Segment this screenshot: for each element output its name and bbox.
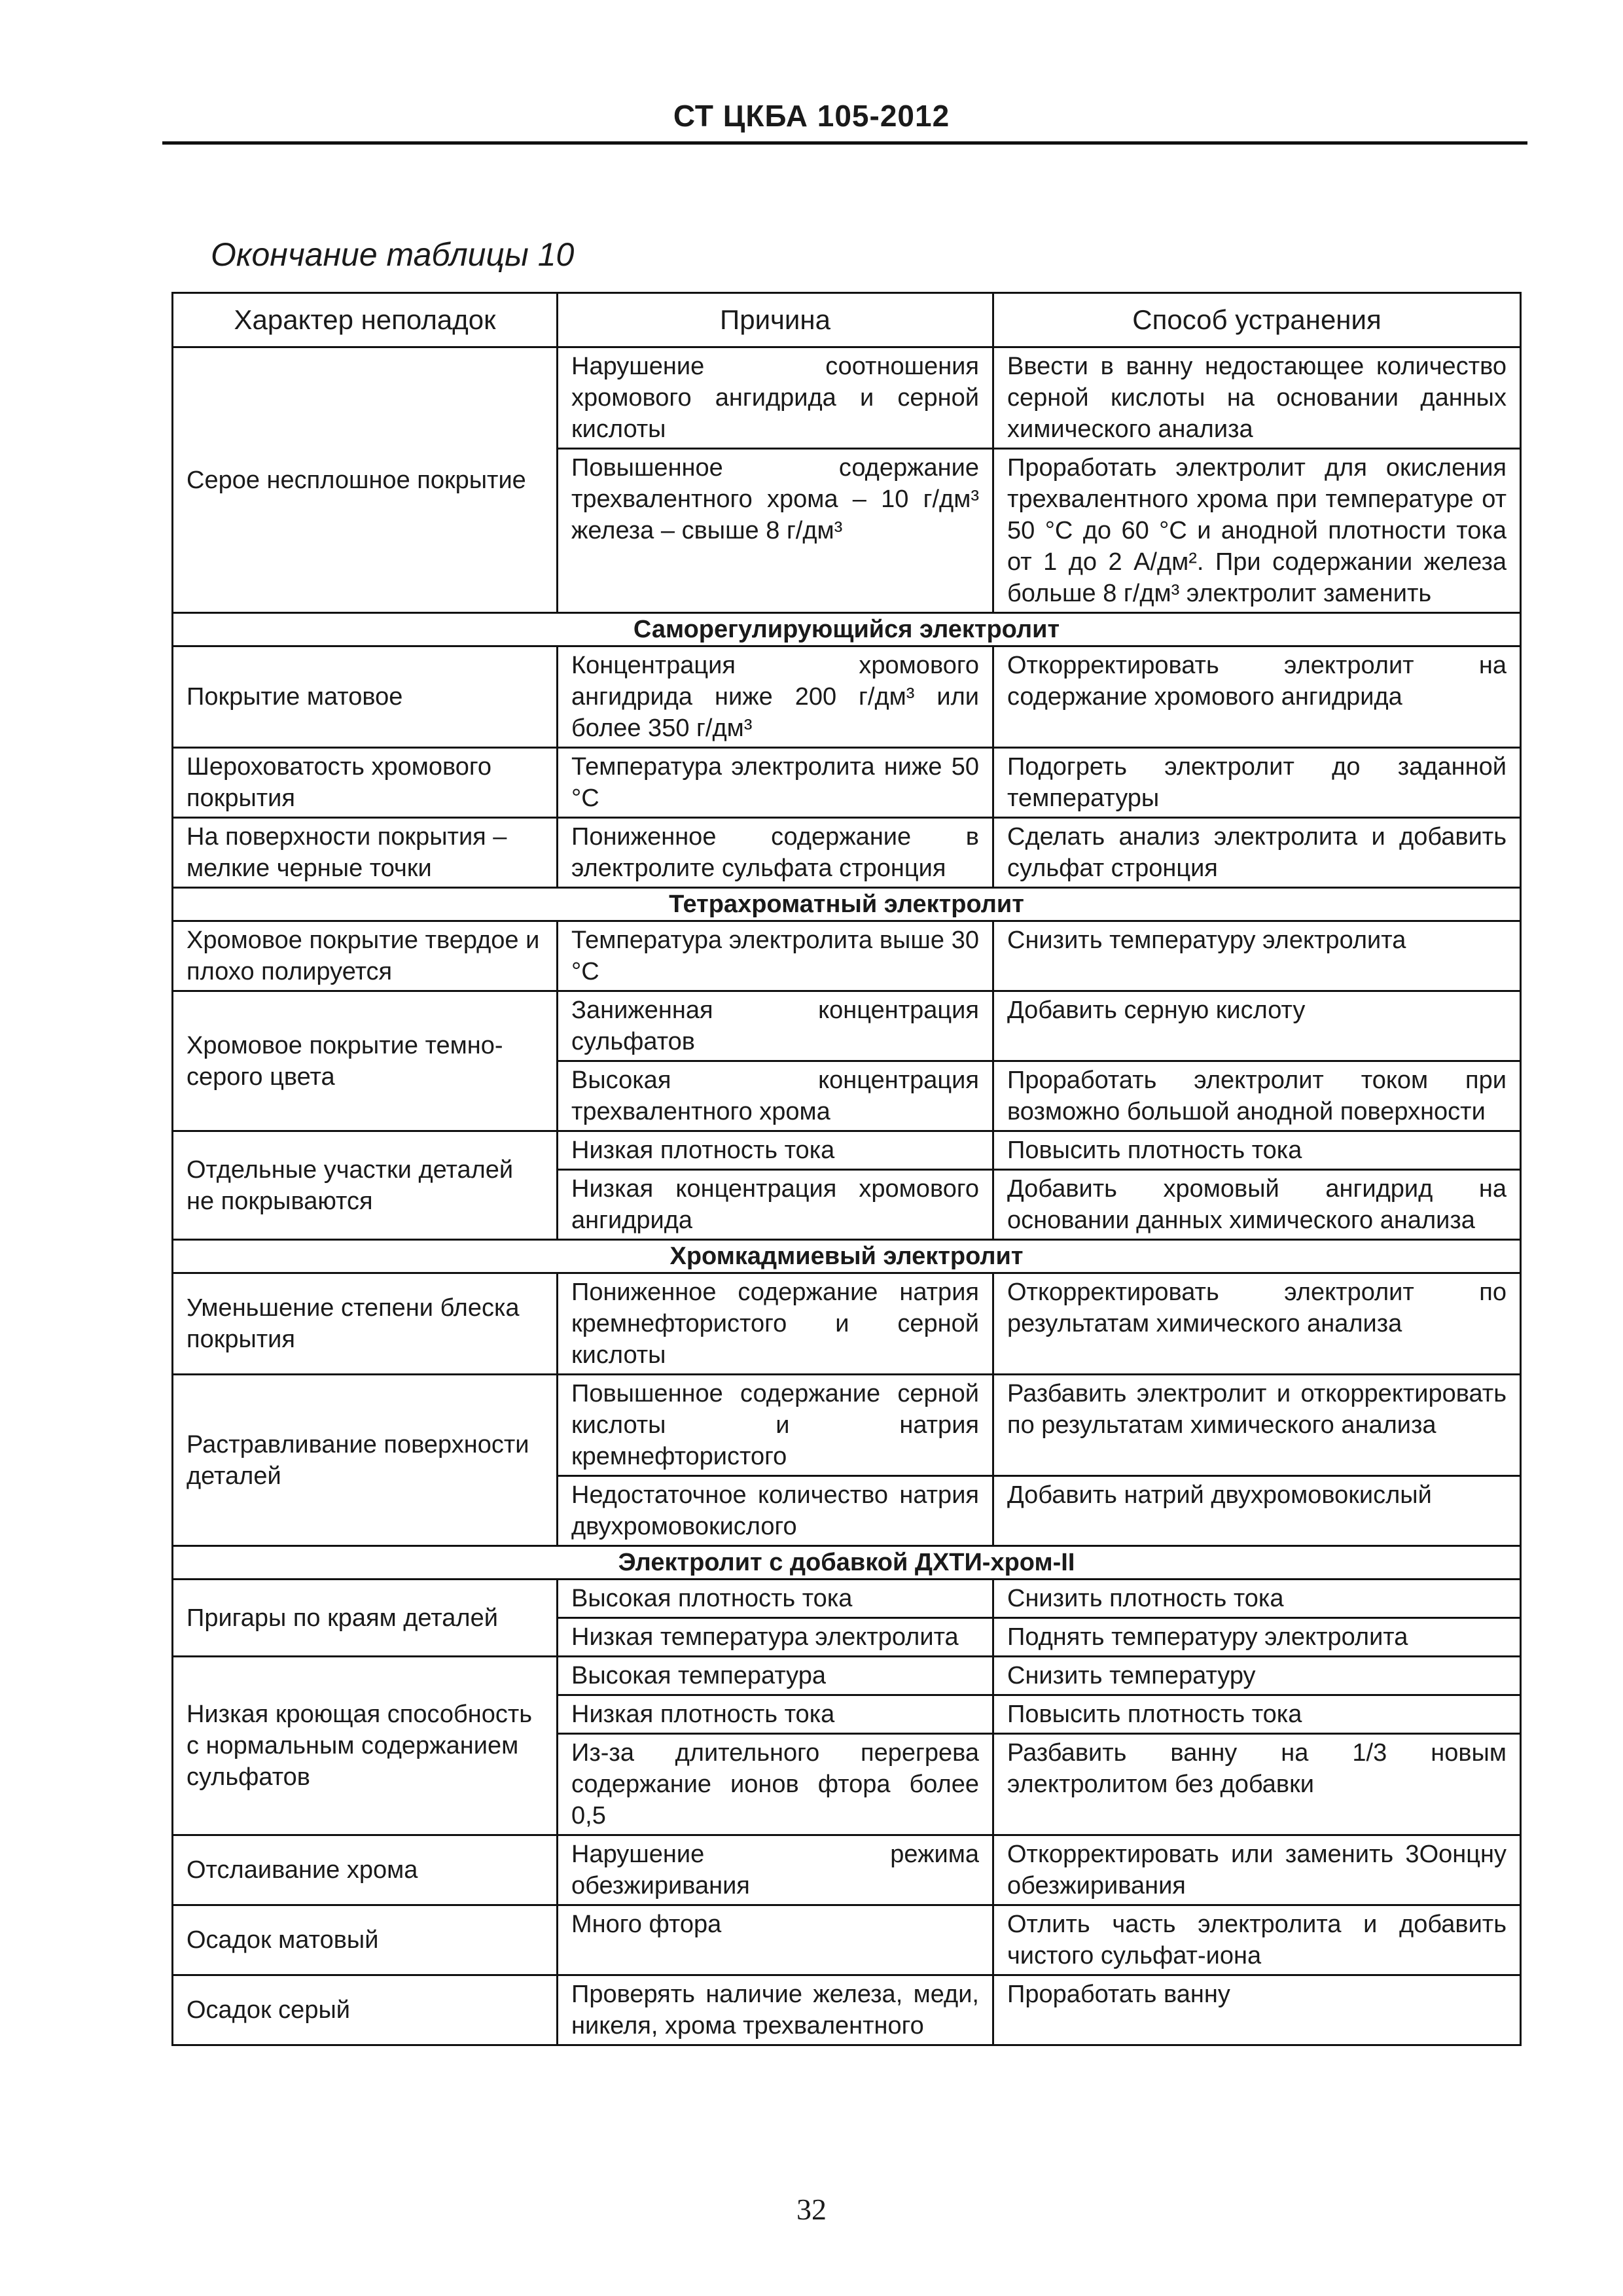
cause-cell: Температура электролита ниже 50 °С [558,748,993,818]
defect-cell: Осадок матовый [173,1905,558,1975]
cause-cell: Низкая плотность тока [558,1131,993,1170]
table-body [173,347,1521,2045]
defect-cell: Растравливание поверхности деталей [173,1375,558,1546]
defect-cell: Шероховатость хромового покрытия [173,748,558,818]
table-row [173,646,1521,748]
cause-cell: Высокая температура [558,1657,993,1695]
cause-cell: Пониженное содержание в электролите сульфата стронция [558,818,993,888]
table-row [173,748,1521,818]
defect-cell: Хромовое покрытие твердое и плохо полируется [173,921,558,991]
cause-cell: Высокая концентрация трехвалентного хрома [558,1061,993,1131]
remedy-cell: Снизить плотность тока [993,1580,1521,1618]
defect-cell: Уменьшение степени блеска покрытия [173,1273,558,1375]
remedy-cell: Ввести в ванну недостающее количество серной кислоты на основании данных химического анализа [993,347,1521,449]
table-row [173,1131,1521,1170]
column-header: Причина [558,293,993,347]
cause-cell: Концентрация хромового ангидрида ниже 200 г/дм³ или более 350 г/дм³ [558,646,993,748]
header-rule [162,141,1527,145]
cause-cell: Нарушение режима обезжиривания [558,1835,993,1905]
table-row [173,1905,1521,1975]
section-row [173,888,1521,921]
cause-cell: Нарушение соотношения хромового ангидрида и серной кислоты [558,347,993,449]
cause-cell: Высокая плотность тока [558,1580,993,1618]
remedy-cell: Повысить плотность тока [993,1695,1521,1734]
cause-cell: Низкая температура электролита [558,1618,993,1657]
remedy-cell: Повысить плотность тока [993,1131,1521,1170]
cause-cell: Низкая концентрация хромового ангидрида [558,1170,993,1240]
column-header: Способ устранения [993,293,1521,347]
cause-cell: Температура электролита выше 30 °С [558,921,993,991]
table-row [173,991,1521,1061]
cause-cell: Пониженное содержание натрия кремнефтористого и серной кислоты [558,1273,993,1375]
remedy-cell: Проработать электролит током при возможно большой анодной поверхности [993,1061,1521,1131]
table-row [173,347,1521,449]
defect-cell: Осадок серый [173,1975,558,2045]
table-row [173,1375,1521,1476]
section-title: Тетрахроматный электролит [173,888,1521,921]
remedy-cell: Проработать электролит для окисления трехвалентного хрома при температуре от 50 °С до 60 °С и анодной плотности тока от 1 до 2 А/дм². При содержании железа больше 8 г/дм³ электролит заменить [993,449,1521,613]
cause-cell: Недостаточное количество натрия двухромовокислого [558,1476,993,1546]
section-row [173,1546,1521,1580]
defect-cell: На поверхности покрытия – мелкие черные точки [173,818,558,888]
page-number: 32 [796,2193,827,2226]
section-title: Электролит с добавкой ДХТИ-хром-II [173,1546,1521,1580]
table-row [173,818,1521,888]
section-title: Хромкадмиевый электролит [173,1240,1521,1273]
table-row [173,1975,1521,2045]
remedy-cell: Проработать ванну [993,1975,1521,2045]
cause-cell: Повышенное содержание трехвалентного хрома – 10 г/дм³ железа – свыше 8 г/дм³ [558,449,993,613]
table-row [173,1835,1521,1905]
table-row [173,1657,1521,1695]
remedy-cell: Добавить серную кислоту [993,991,1521,1061]
document-code: СТ ЦКБА 105-2012 [673,99,950,133]
remedy-cell: Откорректировать или заменить 3Oонцну обезжиривания [993,1835,1521,1905]
section-row [173,613,1521,646]
cause-cell: Из-за длительного перегрева содержание ионов фтора более 0,5 [558,1734,993,1835]
remedy-cell: Откорректировать электролит на содержание хромового ангидрида [993,646,1521,748]
defect-cell: Отдельные участки деталей не покрываются [173,1131,558,1240]
section-title: Саморегулирующийся электролит [173,613,1521,646]
remedy-cell: Снизить температуру электролита [993,921,1521,991]
remedy-cell: Снизить температуру [993,1657,1521,1695]
remedy-cell: Поднять температуру электролита [993,1618,1521,1657]
column-header: Характер неполадок [173,293,558,347]
cause-cell: Много фтора [558,1905,993,1975]
table-header-row [173,293,1521,347]
cause-cell: Низкая плотность тока [558,1695,993,1734]
remedy-cell: Добавить хромовый ангидрид на основании данных химического анализа [993,1170,1521,1240]
remedy-cell: Подогреть электролит до заданной температуры [993,748,1521,818]
cause-cell: Проверять наличие железа, меди, никеля, хрома трехвалентного [558,1975,993,2045]
remedy-cell: Добавить натрий двухромовокислый [993,1476,1521,1546]
table-row [173,1580,1521,1618]
defect-cell: Пригары по краям деталей [173,1580,558,1657]
defect-cell: Низкая кроющая способность с нормальным содержанием сульфатов [173,1657,558,1835]
defect-cell: Хромовое покрытие темно-серого цвета [173,991,558,1131]
cause-cell: Заниженная концентрация сульфатов [558,991,993,1061]
defect-cell: Серое несплошное покрытие [173,347,558,613]
remedy-cell: Откорректировать электролит по результатам химического анализа [993,1273,1521,1375]
table-row [173,1273,1521,1375]
remedy-cell: Разбавить ванну на 1/3 новым электролитом без добавки [993,1734,1521,1835]
remedy-cell: Отлить часть электролита и добавить чистого сульфат-иона [993,1905,1521,1975]
cause-cell: Повышенное содержание серной кислоты и натрия кремнефтористого [558,1375,993,1476]
remedy-cell: Сделать анализ электролита и добавить сульфат стронция [993,818,1521,888]
table-caption: Окончание таблицы 10 [211,236,575,273]
troubleshooting-table [171,292,1522,2046]
table-row [173,921,1521,991]
remedy-cell: Разбавить электролит и откорректировать по результатам химического анализа [993,1375,1521,1476]
section-row [173,1240,1521,1273]
defect-cell: Покрытие матовое [173,646,558,748]
defect-cell: Отслаивание хрома [173,1835,558,1905]
